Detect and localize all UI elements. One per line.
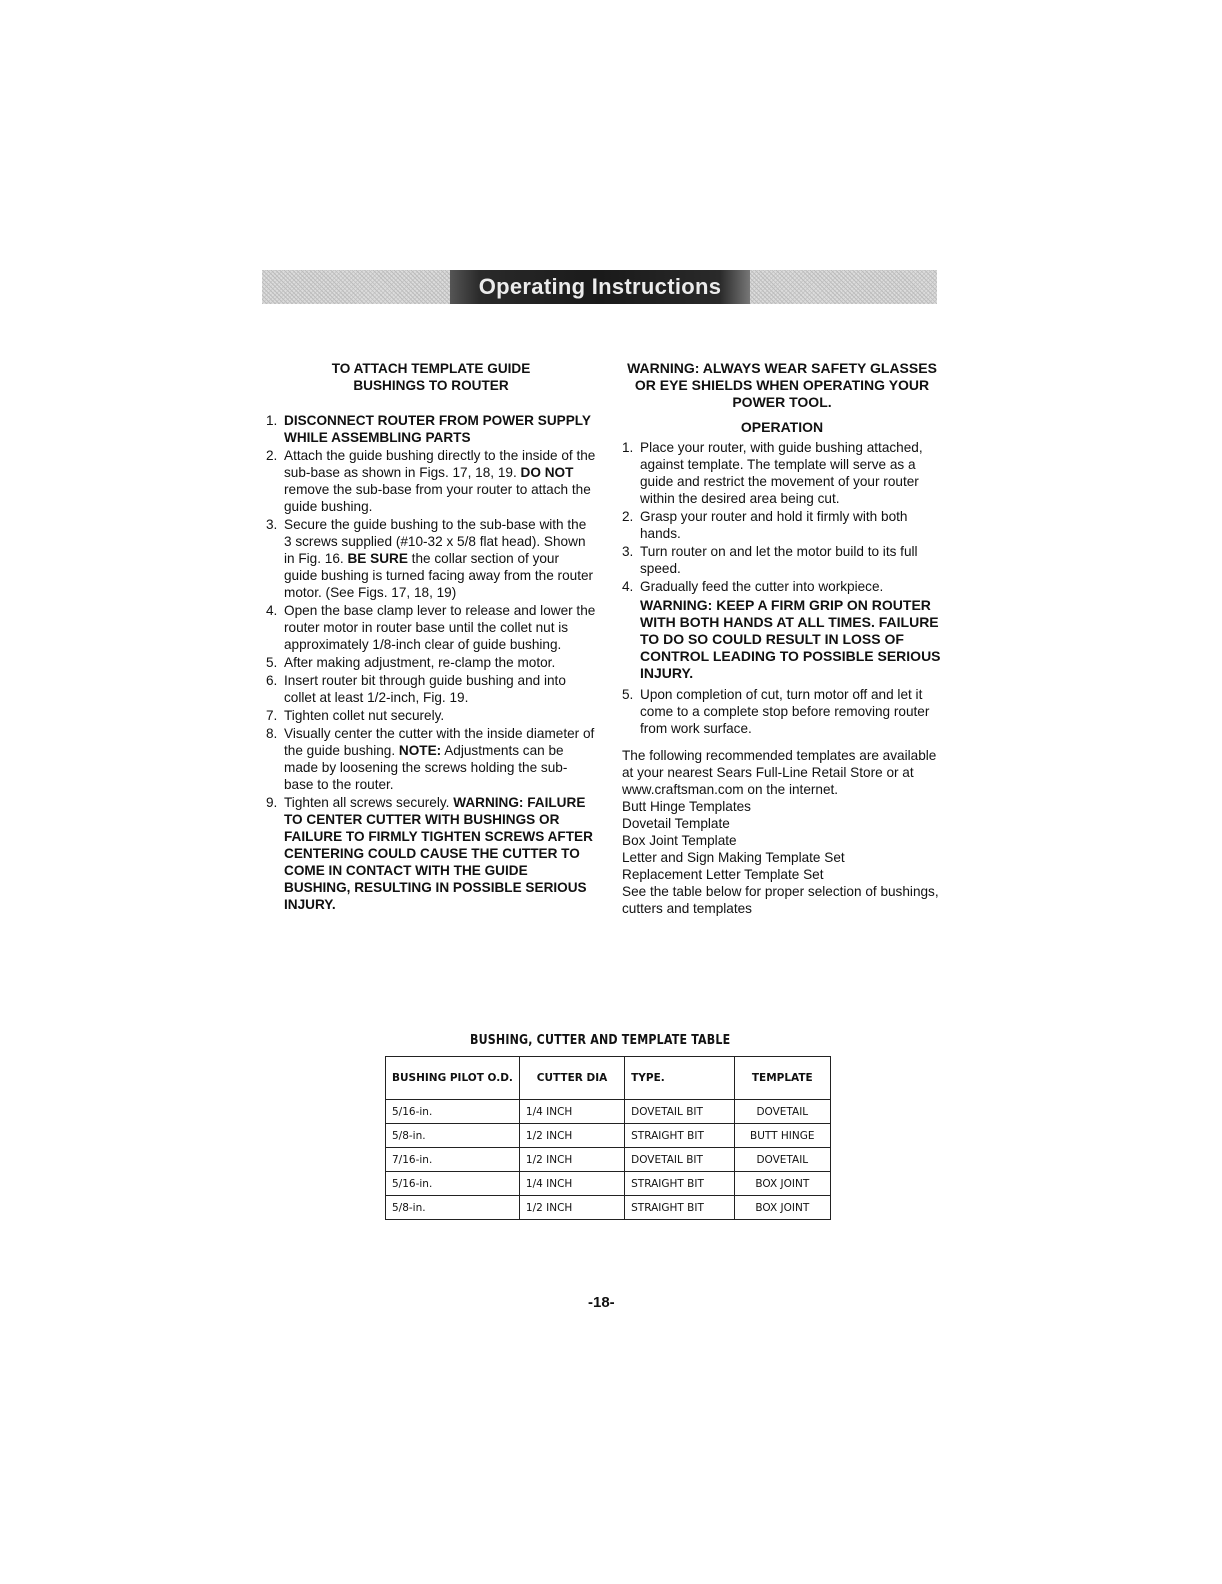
left-column [266,360,596,914]
list-item: 4. Open the base clamp lever to release and lower the router motor in router base until the collet nut is approximately 1/8-inch clear of guide bushing. [266,603,596,652]
templates-list [622,798,942,883]
table-cell: 1/2 INCH [519,1124,624,1148]
list-item: Dovetail Template [622,816,730,831]
right-column [622,360,942,917]
attach-heading: TO ATTACH TEMPLATE GUIDE BUSHINGS TO ROUTER [331,361,531,393]
list-item: 8. Visually center the cutter with the inside diameter of the guide bushing. NOTE: Adjustments can be made by loosening the screws holding the sub-base to the router. [266,726,595,792]
page-number: -18- [588,1294,615,1311]
list-item: 1. DISCONNECT ROUTER FROM POWER SUPPLY WHILE ASSEMBLING PARTS [266,413,591,445]
table-cell: BOX JOINT [734,1196,830,1220]
table-cell: 5/8-in. [386,1124,520,1148]
list-item: 6. Insert router bit through guide bushing and into collet at least 1/2-inch, Fig. 19. [266,673,566,705]
operation-steps-cont [622,686,942,737]
attach-steps [266,412,596,913]
list-item: 9. Tighten all screws securely. WARNING: FAILURE TO CENTER CUTTER WITH BUSHINGS OR FAILURE TO FIRMLY TIGHTEN SCREWS AFTER CENTERING COULD CAUSE THE CUTTER TO COME IN CONTACT WITH THE GUIDE BUSHING, RESULTING IN POSSIBLE SERIOUS INJURY. [266,795,593,912]
list-item: 5. After making adjustment, re-clamp the motor. [266,655,556,670]
list-item: Replacement Letter Template Set [622,867,824,882]
list-item: Butt Hinge Templates [622,799,751,814]
list-item: 3. Secure the guide bushing to the sub-base with the 3 screws supplied (#10-32 x 5/8 flat head). Shown in Fig. 16. BE SURE the collar section of your guide bushing is turned facing away from the router motor. (See Figs. 17, 18, 19) [266,517,594,600]
section-banner [262,270,937,304]
templates-intro: The following recommended templates are available at your nearest Sears Full-Line Retail Store or at www.craftsman.com on the internet. [622,748,937,797]
table-row [386,1196,831,1220]
list-item: 3. Turn router on and let the motor build to its full speed. [622,544,918,576]
table-cell: 5/16-in. [386,1172,520,1196]
table-cell: STRAIGHT BIT [625,1124,734,1148]
table-header-row [386,1057,831,1100]
list-item: Letter and Sign Making Template Set [622,850,845,865]
table-row [386,1124,831,1148]
table-cell: STRAIGHT BIT [625,1172,734,1196]
see-table-note: See the table below for proper selection of bushings, cutters and templates [622,884,939,916]
table-cell: BUTT HINGE [734,1124,830,1148]
table-cell: STRAIGHT BIT [625,1196,734,1220]
table-title: BUSHING, CUTTER AND TEMPLATE TABLE [470,1032,731,1048]
table-cell: DOVETAIL BIT [625,1148,734,1172]
header-cell: TEMPLATE [734,1057,830,1100]
list-item: 7. Tighten collet nut securely. [266,708,445,723]
table-cell: 5/8-in. [386,1196,520,1220]
table-cell: 7/16-in. [386,1148,520,1172]
list-item: 2. Grasp your router and hold it firmly with both hands. [622,509,908,541]
table-cell: 1/4 INCH [519,1100,624,1124]
list-item: Box Joint Template [622,833,737,848]
table-row [386,1172,831,1196]
operation-heading: OPERATION [740,419,824,435]
bushing-table [385,1056,831,1220]
list-item: 1. Place your router, with guide bushing attached, against template. The template will serve as a guide and restrict the movement of your router within the desired area being cut. [622,440,923,506]
table-cell: BOX JOINT [734,1172,830,1196]
table-cell: 1/2 INCH [519,1148,624,1172]
table-cell: DOVETAIL [734,1148,830,1172]
header-cell: TYPE. [625,1057,734,1100]
table-cell: DOVETAIL BIT [625,1100,734,1124]
operation-steps [622,439,942,595]
list-item: 5. Upon completion of cut, turn motor off and let it come to a complete stop before removing router from work surface. [622,687,930,736]
header-cell: BUSHING PILOT O.D. [386,1057,520,1100]
safety-warning: WARNING: ALWAYS WEAR SAFETY GLASSES OR EYE SHIELDS WHEN OPERATING YOUR POWER TOOL. [627,360,937,410]
table-row [386,1148,831,1172]
table-cell: DOVETAIL [734,1100,830,1124]
list-item: 2. Attach the guide bushing directly to the inside of the sub-base as shown in Figs. 17, 18, 19. DO NOT remove the sub-base from your router to attach the guide bushing. [266,448,596,514]
table-cell: 1/2 INCH [519,1196,624,1220]
table-cell: 1/4 INCH [519,1172,624,1196]
list-item: 4. Gradually feed the cutter into workpiece. [622,579,884,594]
table-cell: 5/16-in. [386,1100,520,1124]
grip-warning: WARNING: KEEP A FIRM GRIP ON ROUTER WITH BOTH HANDS AT ALL TIMES. FAILURE TO DO SO COULD RESULT IN LOSS OF CONTROL LEADING TO POSSIBLE SERIOUS INJURY. [640,597,941,681]
section-title: Operating Instructions [478,274,722,299]
table-row [386,1100,831,1124]
header-cell: CUTTER DIA [519,1057,624,1100]
